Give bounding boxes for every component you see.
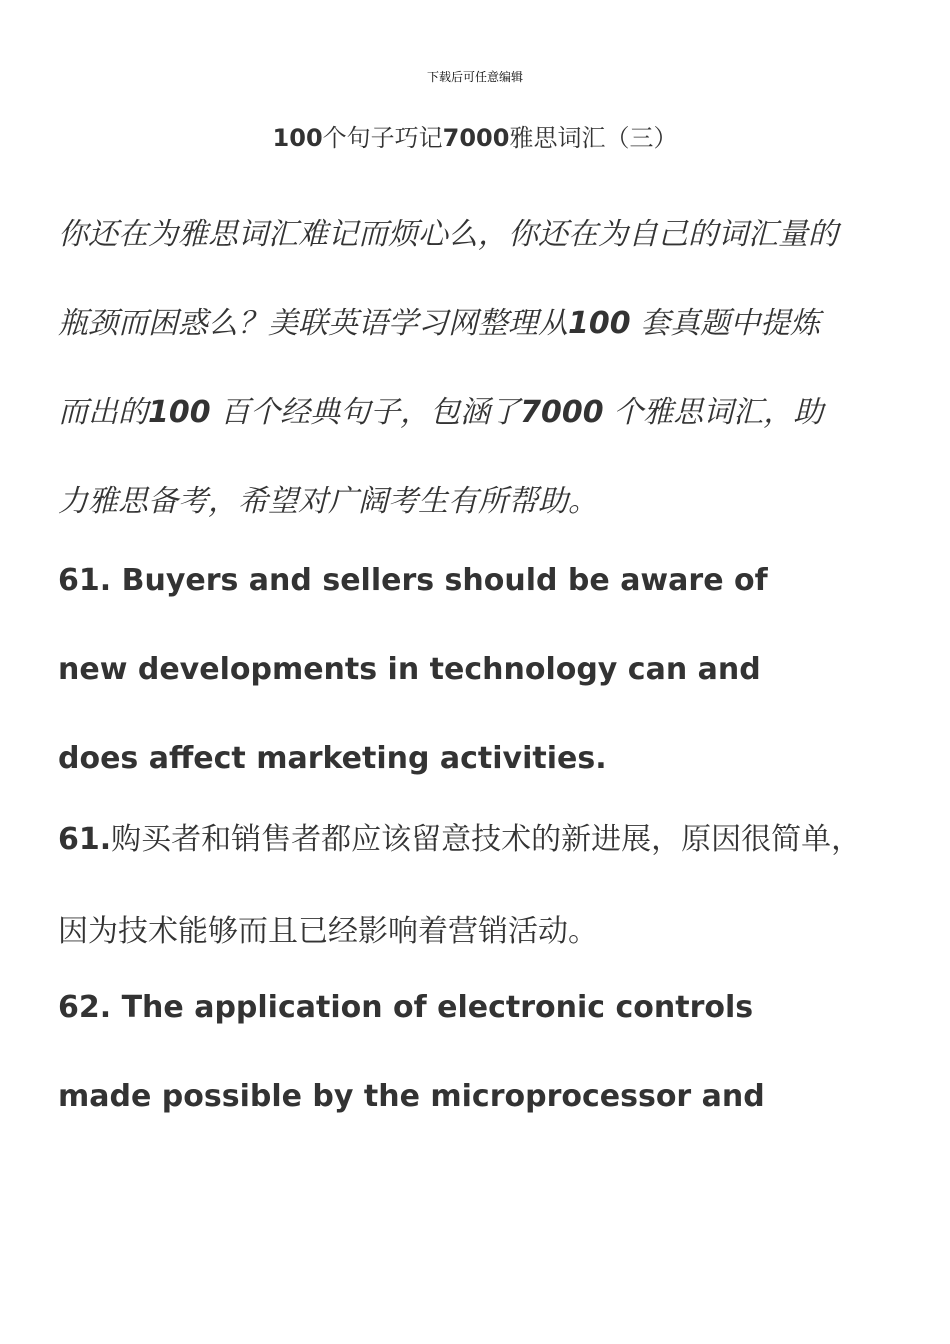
sentence-61-english [58,536,908,803]
intro-line-3-text-b: 百个经典句子，包涵了 [220,395,521,430]
intro-line-3-number-1: 100 [148,395,211,430]
intro-line-1: 你还在为雅思词汇难记而烦心么，你还在为自己的词汇量的 [58,217,838,252]
sentence-62-en-line-2: made possible by the microprocessor and [58,1079,765,1114]
intro-line-3-text-a: 而出的 [58,395,148,430]
intro-line-2-text-a: 瓶颈而困惑么？美联英语学习网整理从 [58,306,568,341]
intro-line-2-text-b: 套真题中提炼 [640,306,821,341]
title-text-2: 雅思词汇（三） [509,124,678,152]
intro-line-3-text-c: 个雅思词汇，助 [613,395,824,430]
document-title [0,118,950,153]
intro-line-3 [58,368,908,457]
sentence-62-en-line-1: 62. The application of electronic controls [58,990,754,1025]
intro-line-4: 力雅思备考，希望对广阔考生有所帮助。 [58,484,598,519]
sentence-61-en-line-2: new developments in technology can and [58,652,761,687]
sentence-61-en-line-3: does affect marketing activities. [58,741,607,776]
page-header: 下载后可任意编辑 [426,70,523,84]
sentence-61-en-line-1: 61. Buyers and sellers should be aware of [58,563,768,598]
intro-line-2-number: 100 [568,306,631,341]
intro-paragraph [58,190,908,546]
title-text-1: 个句子巧记 [322,124,443,152]
sentence-61-chinese [58,794,908,978]
title-number-2: 7000 [442,124,510,152]
sentence-61-zh-line-1-text: 购买者和销售者都应该留意技术的新进展，原因很简单， [111,822,862,857]
sentence-61-zh-number: 61. [58,822,112,857]
title-number-1: 100 [272,124,323,152]
intro-line-2 [58,279,908,368]
intro-line-3-number-2: 7000 [520,395,604,430]
sentence-61-zh-line-1 [58,794,908,886]
sentence-61-zh-line-2: 因为技术能够而且已经影响着营销活动。 [58,914,598,949]
sentence-62-english [58,963,908,1141]
